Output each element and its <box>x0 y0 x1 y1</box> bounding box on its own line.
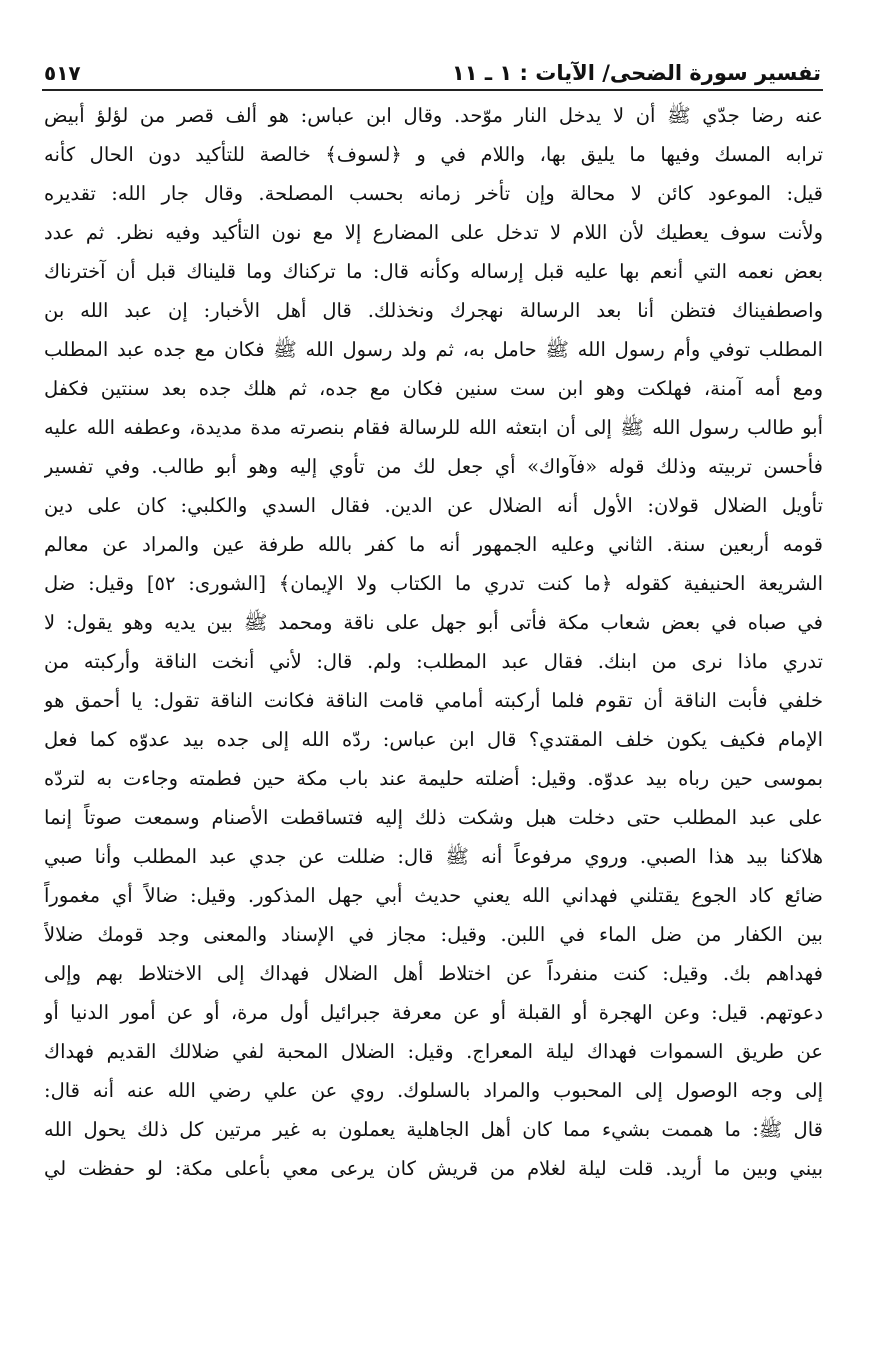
text-line: ترابه المسك وفيها ما يليق بها، واللام في و ﴿لسوف﴾ خالصة للتأكيد دون الحال كأنه <box>44 143 823 166</box>
text-line: دعوتهم. قيل: وعن الهجرة أو القبلة أو عن معرفة جبرائيل أول مرة، أو عن أمور الدنيا أو <box>44 1001 823 1024</box>
text-line: في صباه في بعض شعاب مكة فأتى أبو جهل على ناقة ومحمد ﷺ بين يديه وهو يقول: لا <box>44 611 823 634</box>
text-line: تدري ماذا نرى من ابنك. فقال عبد المطلب: ولم. قال: لأني أنخت الناقة وأركبته من <box>44 650 823 673</box>
text-line: عن طريق السموات فهداك ليلة المعراج. وقيل: الضلال المحبة لفي ضلالك القديم فهداك <box>44 1040 823 1063</box>
text-line: ضائع كاد الجوع يقتلني فهداني الله يعني حديث أبي جهل المذكور. وقيل: ضالاً أي مغموراً <box>44 884 823 907</box>
header-divider <box>42 89 823 91</box>
text-line: الإمام فكيف يكون خلف المقتدي؟ قال ابن عباس: ردّه الله إلى جده بيد عدوّه كما فعل <box>44 728 823 751</box>
text-line: واصطفيناك فتظن أنا بعد الرسالة نهجرك ونخذلك. قال أهل الأخبار: إن عبد الله بن <box>44 299 823 322</box>
text-line: الشريعة الحنيفية كقوله ﴿ما كنت تدري ما الكتاب ولا الإيمان﴾ [الشورى: ٥٢] وقيل: ضل <box>44 572 823 595</box>
text-line: فأحسن تربيته وذلك قوله «فآواك» أي جعل لك من تأوي إليه وهو أبو طالب. وفي تفسير <box>44 455 823 478</box>
text-line: عنه رضا جدّي ﷺ أن لا يدخل النار موّحد. وقال ابن عباس: هو ألف قصر من لؤلؤ أبيض <box>44 104 823 127</box>
text-line: خلفي فأبت الناقة أن تقوم فلما أركبته أمامي قامت الناقة فكانت الناقة تقول: يا أحمق هو <box>44 689 823 712</box>
text-line: بيني وبين ما أريد. قلت ليلة لغلام من قريش كان يرعى معي بأعلى مكة: لو حفظت لي <box>44 1157 823 1180</box>
body-text <box>44 96 823 1188</box>
text-line: قال ﷺ: ما هممت بشيء مما كان أهل الجاهلية يعملون به غير مرتين كل ذلك يحول الله <box>44 1118 823 1141</box>
text-line: قيل: الموعود كائن لا محالة وإن تأخر زمانه بحسب المصلحة. وقال جار الله: تقديره <box>44 182 823 205</box>
text-line: بعض نعمه التي أنعم بها عليه قبل إرساله وكأنه قال: ما تركناك وما قليناك قبل أن آخترناك <box>44 260 823 283</box>
text-line: بين الكفار من ضل الماء في اللبن. وقيل: مجاز في الإسناد والمعنى وجد قومك ضلالاً <box>44 923 823 946</box>
text-line: إلى وجه الوصول إلى المحبوب والمراد بالسلوك. روي عن علي رضي الله عنه أنه قال: <box>44 1079 823 1102</box>
text-line: بموسى حين رباه بيد عدوّه. وقيل: أضلته حليمة عند باب مكة حين فطمته وجاءت به لتردّه <box>44 767 823 790</box>
text-line: فهداهم بك. وقيل: كنت منفرداً عن اختلاط أهل الضلال فهداك إلى الاختلاط بهم وإلى <box>44 962 823 985</box>
text-line: ومع أمه آمنة، فهلكت وهو ابن ست سنين فكان مع جده، ثم هلك جده بعد سنتين فكفل <box>44 377 823 400</box>
running-header-title: تفسير سورة الضحى/ الآيات : ١ ـ ١١ <box>451 61 821 85</box>
text-line: تأويل الضلال قولان: الأول أنه الضلال عن الدين. فقال السدي والكلبي: كان على دين <box>44 494 823 517</box>
text-line: أبو طالب رسول الله ﷺ إلى أن ابتعثه الله للرسالة فقام بنصرته مدة مديدة، وعطفه الله عليه <box>44 416 823 439</box>
text-line: هلاكنا بيد هذا الصبي. وروي مرفوعاً أنه ﷺ قال: ضللت عن جدي عبد المطلب وأنا صبي <box>44 845 823 868</box>
text-line: على عبد المطلب حتى دخلت هبل وشكت ذلك إليه فتساقطت الأصنام وسمعت صوتاً إنما <box>44 806 823 829</box>
text-line: ولأنت سوف يعطيك لأن اللام لا تدخل على المضارع إلا مع نون التأكيد وفيه نظر. ثم عدد <box>44 221 823 244</box>
page-number: ٥١٧ <box>44 61 81 85</box>
running-header <box>44 48 821 88</box>
text-line: المطلب توفي وأم رسول الله ﷺ حامل به، ثم ولد رسول الله ﷺ فكان مع جده عبد المطلب <box>44 338 823 361</box>
text-line: قومه أربعين سنة. الثاني وعليه الجمهور أنه ما كفر بالله طرفة عين والمراد عن معالم <box>44 533 823 556</box>
